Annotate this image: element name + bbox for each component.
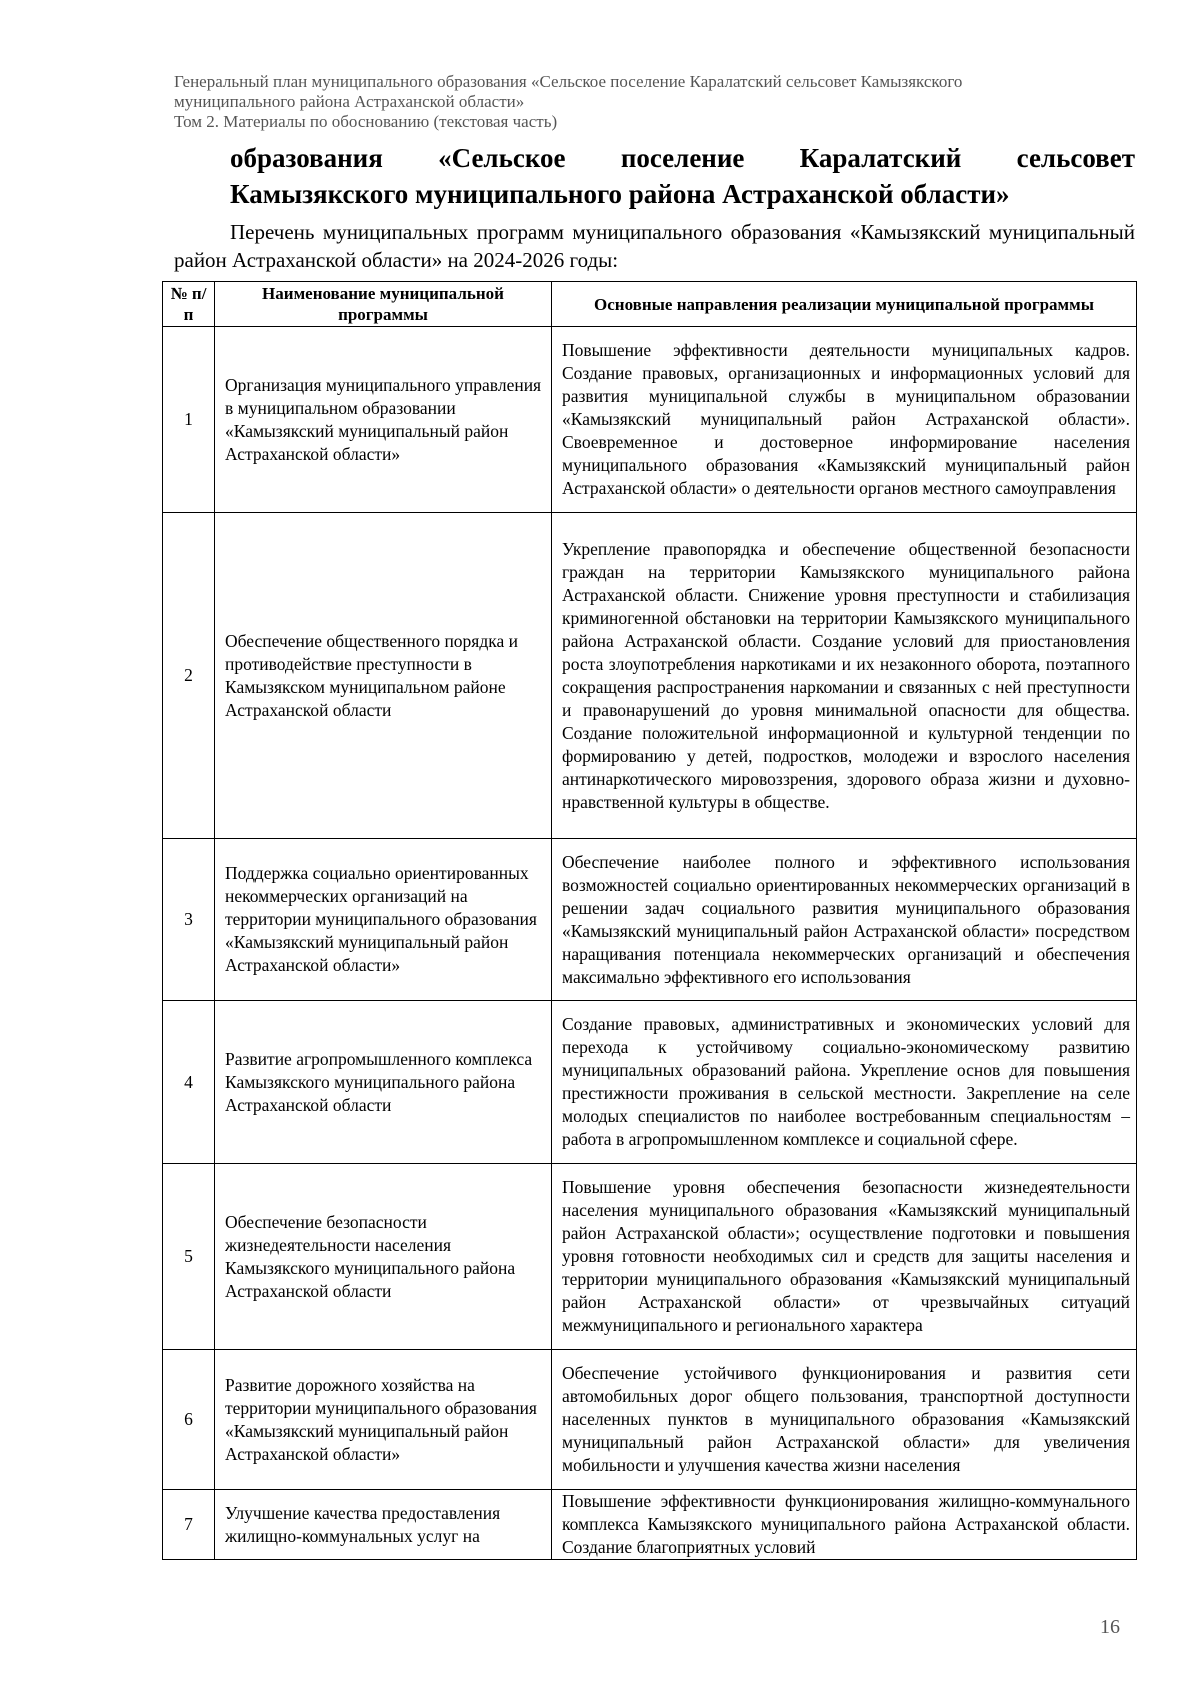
program-directions: Создание правовых, административных и экономических условий для перехода к устойчивому социально-экономическому развитию муниципальных образований района. Укрепление основ для повышения престижности проживания в сельской местности. Закрепление на селе молодых специалистов по наиболее востребованным специальностям – работа в агропромышленном комплексе и социальной сфере.	[552, 1001, 1137, 1164]
table-row	[163, 513, 1137, 839]
program-name: Поддержка социально ориентированных некоммерческих организаций на территории муниципального образования «Камызякский муниципальный район Астраханской области»	[215, 839, 552, 1001]
header-line-3: Том 2. Материалы по обоснованию (текстовая часть)	[174, 112, 558, 131]
row-num: 4	[163, 1001, 215, 1164]
row-num: 5	[163, 1164, 215, 1350]
program-name: Обеспечение безопасности жизнедеятельности населения Камызякского муниципального района Астраханской области	[215, 1164, 552, 1350]
table-row	[163, 1490, 1137, 1560]
programs-table	[162, 281, 1137, 1560]
title-line-2: Камызякского муниципального района Астраханской области»	[230, 179, 1010, 209]
page-number: 16	[1100, 1616, 1120, 1638]
header-line-2: муниципального района Астраханской области»	[174, 92, 525, 111]
header-name: Наименование муниципальной программы	[215, 282, 552, 327]
program-name: Организация муниципального управления в муниципальном образовании «Камызякский муниципальный район Астраханской области»	[215, 327, 552, 513]
program-directions: Обеспечение устойчивого функционирования и развития сети автомобильных дорог общего пользования, транспортной доступности населенных пунктов в муниципального образования «Камызякский муниципальный район Астраханской области» для увеличения мобильности и улучшения качества жизни населения	[552, 1350, 1137, 1490]
table-row	[163, 1001, 1137, 1164]
table-row	[163, 1350, 1137, 1490]
row-num: 1	[163, 327, 215, 513]
program-name: Развитие дорожного хозяйства на территории муниципального образования «Камызякский муниципальный район Астраханской области»	[215, 1350, 552, 1490]
row-num: 7	[163, 1490, 215, 1560]
row-num: 6	[163, 1350, 215, 1490]
program-directions: Укрепление правопорядка и обеспечение общественной безопасности граждан на территории Камызякского муниципального района Астраханской области. Снижение уровня преступности и стабилизация криминогенной обстановки на территории Камызякского муниципального района Астраханской области. Создание условий для приостановления роста злоупотребления наркотиками и их незаконного оборота, поэтапного сокращения распространения наркомании и связанных с ней преступности и правонарушений до уровня минимальной опасности для общества. Создание положительной информационной и культурной тенденции по формированию у детей, подростков, молодежи и взрослого населения антинаркотического мировоззрения, здорового образа жизни и духовно-нравственной культуры в обществе.	[552, 513, 1137, 839]
program-name: Обеспечение общественного порядка и противодействие преступности в Камызякском муниципальном районе Астраханской области	[215, 513, 552, 839]
program-directions: Повышение эффективности деятельности муниципальных кадров. Создание правовых, организационных и информационных условий для развития муниципальной службы в муниципальном образовании «Камызякский муниципальный район Астраханской области». Своевременное и достоверное информирование населения муниципального образования «Камызякский муниципальный район Астраханской области» о деятельности органов местного самоуправления	[552, 327, 1137, 513]
row-num: 2	[163, 513, 215, 839]
header-num: № п/п	[163, 282, 215, 327]
program-name: Развитие агропромышленного комплекса Камызякского муниципального района Астраханской области	[215, 1001, 552, 1164]
page-header	[174, 72, 1134, 132]
table-row	[163, 1164, 1137, 1350]
table-header-row	[163, 282, 1137, 327]
header-directions: Основные направления реализации муниципальной программы	[552, 282, 1137, 327]
intro-paragraph: Перечень муниципальных программ муниципального образования «Камызякский муниципальный район Астраханской области» на 2024-2026 годы:	[174, 220, 1135, 272]
program-name: Улучшение качества предоставления жилищно-коммунальных услуг на	[215, 1490, 552, 1560]
section-title	[230, 140, 1135, 212]
program-directions: Повышение эффективности функционирования жилищно-коммунального комплекса Камызякского муниципального района Астраханской области. Создание благоприятных условий	[552, 1490, 1137, 1560]
header-line-1: Генеральный план муниципального образования «Сельское поселение Каралатский сельсовет Камызякского	[174, 72, 963, 91]
table-row	[163, 327, 1137, 513]
title-line-1: образования «Сельское поселение Каралатский сельсовет	[230, 143, 1135, 173]
program-directions: Повышение уровня обеспечения безопасности жизнедеятельности населения муниципального образования «Камызякский муниципальный район Астраханской области»; осуществление подготовки и повышения уровня готовности необходимых сил и средств для защиты населения и территории муниципального образования «Камызякский муниципальный район Астраханской области» от чрезвычайных ситуаций межмуниципального и регионального характера	[552, 1164, 1137, 1350]
program-directions: Обеспечение наиболее полного и эффективного использования возможностей социально ориентированных некоммерческих организаций в решении задач социального развития муниципального образования «Камызякский муниципальный район Астраханской области» посредством наращивания потенциала некоммерческих организаций и обеспечения максимально эффективного его использования	[552, 839, 1137, 1001]
row-num: 3	[163, 839, 215, 1001]
table-row	[163, 839, 1137, 1001]
